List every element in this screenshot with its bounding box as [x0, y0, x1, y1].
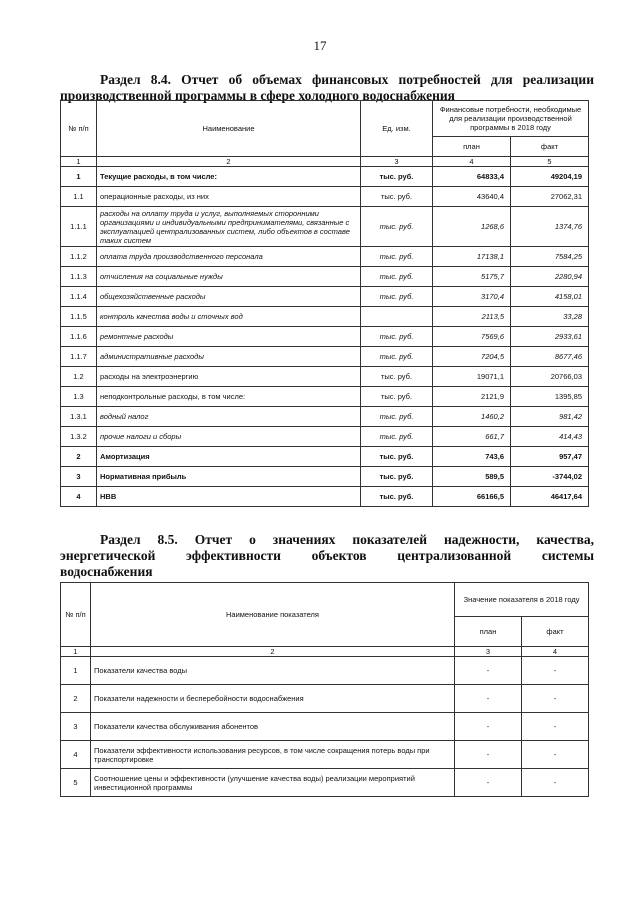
cell-name: водный налог — [97, 407, 361, 427]
cell-unit: тыс. руб. — [361, 247, 433, 267]
index-cell: 1 — [61, 647, 91, 657]
cell-plan: - — [455, 685, 522, 713]
cell-name: операционные расходы, из них — [97, 187, 361, 207]
cell-num: 3 — [61, 713, 91, 741]
table-row — [61, 467, 589, 487]
cell-plan: 743,6 — [433, 447, 511, 467]
cell-name: ремонтные расходы — [97, 327, 361, 347]
financial-needs-table — [60, 100, 589, 507]
cell-plan: - — [455, 741, 522, 769]
index-cell: 2 — [97, 157, 361, 167]
header-financial-needs: Финансовые потребности, необходимые для реализации производственной программы в 2018 году — [433, 101, 589, 137]
cell-plan: 17138,1 — [433, 247, 511, 267]
cell-fact: - — [522, 769, 589, 797]
cell-plan: - — [455, 713, 522, 741]
cell-num: 1.1.5 — [61, 307, 97, 327]
cell-plan: 3170,4 — [433, 287, 511, 307]
cell-unit: тыс. руб. — [361, 287, 433, 307]
cell-name: контроль качества воды и сточных вод — [97, 307, 361, 327]
cell-num: 1.1 — [61, 187, 97, 207]
cell-name: Показатели надежности и бесперебойности водоснабжения — [91, 685, 455, 713]
cell-plan: 1460,2 — [433, 407, 511, 427]
cell-fact: 1374,76 — [511, 207, 589, 247]
section-8-5-title — [60, 532, 594, 580]
cell-name: расходы на электроэнергию — [97, 367, 361, 387]
cell-fact: 27062,31 — [511, 187, 589, 207]
cell-plan: 1268,6 — [433, 207, 511, 247]
table-row — [61, 307, 589, 327]
cell-fact: 2280,94 — [511, 267, 589, 287]
cell-unit: тыс. руб. — [361, 467, 433, 487]
cell-num: 1 — [61, 657, 91, 685]
index-cell: 3 — [361, 157, 433, 167]
header-value: Значение показателя в 2018 году — [455, 583, 589, 617]
cell-num: 1.2 — [61, 367, 97, 387]
section-8-5-title-line2: энергетической эффективности объектов централизованной системы — [60, 548, 594, 563]
cell-unit: тыс. руб. — [361, 187, 433, 207]
table-row — [61, 387, 589, 407]
header-num: № п/п — [61, 583, 91, 647]
cell-name: оплата труда производственного персонала — [97, 247, 361, 267]
table-row — [61, 447, 589, 467]
table-row — [61, 207, 589, 247]
cell-num: 1.1.2 — [61, 247, 97, 267]
table-row — [61, 367, 589, 387]
section-8-4-title-line1: Раздел 8.4. Отчет об объемах финансовых потребностей для реализации — [100, 72, 594, 87]
cell-fact: 981,42 — [511, 407, 589, 427]
cell-fact: 1395,85 — [511, 387, 589, 407]
cell-plan: 7204,5 — [433, 347, 511, 367]
cell-plan: 66166,5 — [433, 487, 511, 507]
cell-fact: - — [522, 741, 589, 769]
header-num: № п/п — [61, 101, 97, 157]
table-row — [61, 407, 589, 427]
section-8-4-title-line2: производственной программы в сфере холодного водоснабжения — [60, 88, 455, 103]
cell-fact: - — [522, 685, 589, 713]
table-row — [61, 267, 589, 287]
page-number: 17 — [313, 38, 327, 53]
cell-num: 1.1.3 — [61, 267, 97, 287]
cell-plan: 2121,9 — [433, 387, 511, 407]
table-row — [61, 347, 589, 367]
table-row — [61, 713, 589, 741]
index-cell: 4 — [433, 157, 511, 167]
cell-name: Показатели эффективности использования ресурсов, в том числе сокращения потерь воды при транспортировке — [91, 741, 455, 769]
cell-name: общехозяйственные расходы — [97, 287, 361, 307]
cell-num: 1.1.4 — [61, 287, 97, 307]
index-cell: 4 — [522, 647, 589, 657]
cell-plan: 19071,1 — [433, 367, 511, 387]
header-indicator-name: Наименование показателя — [91, 583, 455, 647]
header-unit: Ед. изм. — [361, 101, 433, 157]
cell-unit: тыс. руб. — [361, 367, 433, 387]
table-row — [61, 685, 589, 713]
cell-unit: тыс. руб. — [361, 387, 433, 407]
cell-num: 1.3.2 — [61, 427, 97, 447]
index-cell: 5 — [511, 157, 589, 167]
cell-num: 4 — [61, 741, 91, 769]
table-row — [61, 487, 589, 507]
section-8-5-title-line3: водоснабжения — [60, 564, 153, 579]
cell-unit: тыс. руб. — [361, 347, 433, 367]
cell-name: Соотношение цены и эффективности (улучшение качества воды) реализации мероприятий инвестиционной программы — [91, 769, 455, 797]
cell-fact: -3744,02 — [511, 467, 589, 487]
table-row — [61, 741, 589, 769]
table-row — [61, 327, 589, 347]
header-plan: план — [455, 617, 522, 647]
cell-num: 1.1.1 — [61, 207, 97, 247]
cell-plan: 589,5 — [433, 467, 511, 487]
cell-name: отчисления на социальные нужды — [97, 267, 361, 287]
cell-unit — [361, 307, 433, 327]
cell-plan: 64833,4 — [433, 167, 511, 187]
table-row — [61, 187, 589, 207]
cell-fact: - — [522, 713, 589, 741]
cell-num: 1.3.1 — [61, 407, 97, 427]
cell-plan: - — [455, 769, 522, 797]
cell-name: неподконтрольные расходы, в том числе: — [97, 387, 361, 407]
cell-unit: тыс. руб. — [361, 447, 433, 467]
index-cell: 3 — [455, 647, 522, 657]
header-plan: план — [433, 137, 511, 157]
table-row — [61, 167, 589, 187]
cell-fact: 414,43 — [511, 427, 589, 447]
cell-plan: 661,7 — [433, 427, 511, 447]
cell-fact: - — [522, 657, 589, 685]
cell-name: Показатели качества воды — [91, 657, 455, 685]
cell-unit: тыс. руб. — [361, 267, 433, 287]
cell-name: Текущие расходы, в том числе: — [97, 167, 361, 187]
table-row — [61, 769, 589, 797]
cell-plan: - — [455, 657, 522, 685]
cell-fact: 7584,25 — [511, 247, 589, 267]
cell-num: 1.1.6 — [61, 327, 97, 347]
cell-unit: тыс. руб. — [361, 207, 433, 247]
cell-num: 5 — [61, 769, 91, 797]
cell-num: 3 — [61, 467, 97, 487]
cell-fact: 46417,64 — [511, 487, 589, 507]
cell-plan: 7569,6 — [433, 327, 511, 347]
table-row — [61, 287, 589, 307]
cell-name: Показатели качества обслуживания абонентов — [91, 713, 455, 741]
cell-plan: 43640,4 — [433, 187, 511, 207]
cell-num: 4 — [61, 487, 97, 507]
cell-fact: 8677,46 — [511, 347, 589, 367]
header-name: Наименование — [97, 101, 361, 157]
cell-unit: тыс. руб. — [361, 487, 433, 507]
table-row — [61, 657, 589, 685]
cell-name: расходы на оплату труда и услуг, выполняемых сторонними организациями и индивидуальными предпринимателями, связанные с эксплуатацией централизованных систем, либо объектов в составе таких систем — [97, 207, 361, 247]
cell-unit: тыс. руб. — [361, 327, 433, 347]
header-fact: факт — [522, 617, 589, 647]
cell-num: 1 — [61, 167, 97, 187]
cell-name: Амортизация — [97, 447, 361, 467]
section-8-5-title-line1: Раздел 8.5. Отчет о значениях показателей надежности, качества, — [100, 532, 594, 547]
table-row — [61, 427, 589, 447]
cell-unit: тыс. руб. — [361, 427, 433, 447]
cell-fact: 4158,01 — [511, 287, 589, 307]
cell-fact: 33,28 — [511, 307, 589, 327]
cell-num: 1.1.7 — [61, 347, 97, 367]
cell-fact: 957,47 — [511, 447, 589, 467]
index-cell: 1 — [61, 157, 97, 167]
cell-num: 2 — [61, 447, 97, 467]
cell-name: Нормативная прибыль — [97, 467, 361, 487]
header-fact: факт — [511, 137, 589, 157]
cell-plan: 2113,5 — [433, 307, 511, 327]
cell-name: НВВ — [97, 487, 361, 507]
cell-unit: тыс. руб. — [361, 167, 433, 187]
cell-fact: 2933,61 — [511, 327, 589, 347]
cell-name: прочие налоги и сборы — [97, 427, 361, 447]
cell-fact: 49204,19 — [511, 167, 589, 187]
cell-name: административные расходы — [97, 347, 361, 367]
cell-plan: 5175,7 — [433, 267, 511, 287]
table-row — [61, 247, 589, 267]
cell-num: 2 — [61, 685, 91, 713]
cell-num: 1.3 — [61, 387, 97, 407]
index-cell: 2 — [91, 647, 455, 657]
cell-unit: тыс. руб. — [361, 407, 433, 427]
cell-fact: 20766,03 — [511, 367, 589, 387]
indicators-table — [60, 582, 589, 797]
